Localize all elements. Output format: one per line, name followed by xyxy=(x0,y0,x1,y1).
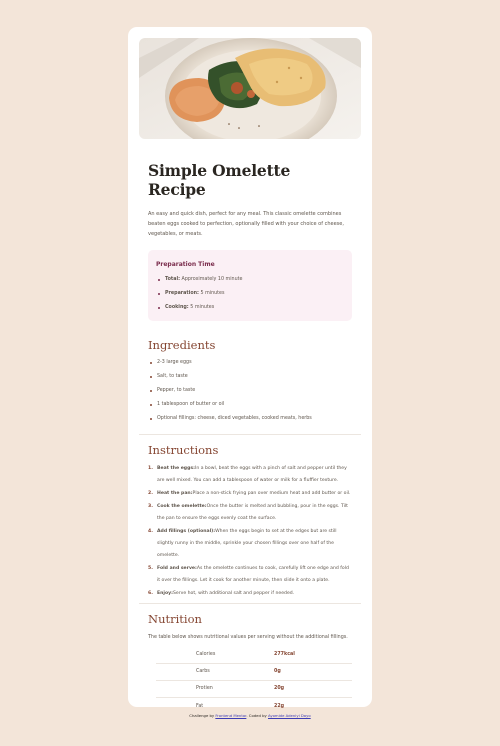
table-row: Fat 22g xyxy=(156,697,352,714)
attribution-footer: Challenge by Frontend Mentor. Coded by Ayomide Adeniyi Dayo xyxy=(189,713,311,718)
list-item: Optional fillings: cheese, diced vegetables, cooked meats, herbs xyxy=(148,414,352,428)
prep-item-cooking: Cooking: 5 minutes xyxy=(156,303,344,317)
prep-title: Preparation Time xyxy=(156,261,215,268)
page-title: Simple Omelette Recipe xyxy=(148,161,291,199)
list-item: Cook the omelette:Once the butter is melted and bubbling, pour in the eggs. Tilt the pan to ensure the eggs evenly coat the surface. xyxy=(157,504,348,522)
instructions-title: Instructions xyxy=(148,443,219,457)
prep-list xyxy=(156,275,344,317)
instructions-section xyxy=(148,443,352,600)
ingredients-section xyxy=(148,338,352,428)
author-link[interactable]: Ayomide Adeniyi Dayo xyxy=(268,713,311,718)
nutrition-title: Nutrition xyxy=(148,612,202,627)
table-row: Calories 277kcal xyxy=(196,652,295,658)
table-row: Carbs 0g xyxy=(156,663,352,680)
ingredients-list xyxy=(148,358,352,428)
recipe-card xyxy=(128,27,372,707)
omelette-photo xyxy=(139,38,361,139)
list-item: Fold and serve:As the omelette continues to cook, carefully lift one edge and fold it over the fillings. Let it cook for another minute, then slide it onto a plate. xyxy=(157,566,349,584)
list-item: Salt, to taste xyxy=(148,372,352,386)
preparation-time-box xyxy=(148,250,352,321)
recipe-intro: An easy and quick dish, perfect for any meal. This classic omelette combines beaten eggs cooked to perfection, optionally filled with your choice of cheese, vegetables, or meats. xyxy=(148,211,344,237)
list-item: 2-3 large eggs xyxy=(148,358,352,372)
frontend-mentor-link[interactable]: Frontend Mentor xyxy=(215,713,247,718)
list-item: Add fillings (optional):When the eggs begin to set at the edges but are still slightly runny in the middle, sprinkle your chosen fillings over one half of the omelette. xyxy=(157,529,337,559)
list-item: Pepper, to taste xyxy=(148,386,352,400)
nutrition-intro: The table below shows nutritional values per serving without the additional fillings. xyxy=(148,635,348,641)
nutrition-table xyxy=(156,646,352,714)
ingredients-title: Ingredients xyxy=(148,338,216,352)
nutrition-section xyxy=(148,612,352,714)
list-item: Beat the eggs:In a bowl, beat the eggs with a pinch of salt and pepper until they are well mixed. You can add a tablespoon of water or milk for a fluffier texture. xyxy=(157,466,347,483)
prep-item-preparation: Preparation: 5 minutes xyxy=(156,289,344,303)
prep-item-total: Total: Approximately 10 minute xyxy=(156,275,344,289)
divider xyxy=(139,603,361,604)
list-item: 1 tablespoon of butter or oil xyxy=(148,400,352,414)
table-row: Protien 20g xyxy=(156,680,352,697)
list-item: Heat the pan:Place a non-stick frying pan over medium heat and add butter or oil. xyxy=(157,491,351,497)
divider xyxy=(139,434,361,435)
instructions-list xyxy=(148,463,352,600)
list-item: Enjoy:Serve hot, with additional salt and pepper if needed. xyxy=(157,591,295,597)
